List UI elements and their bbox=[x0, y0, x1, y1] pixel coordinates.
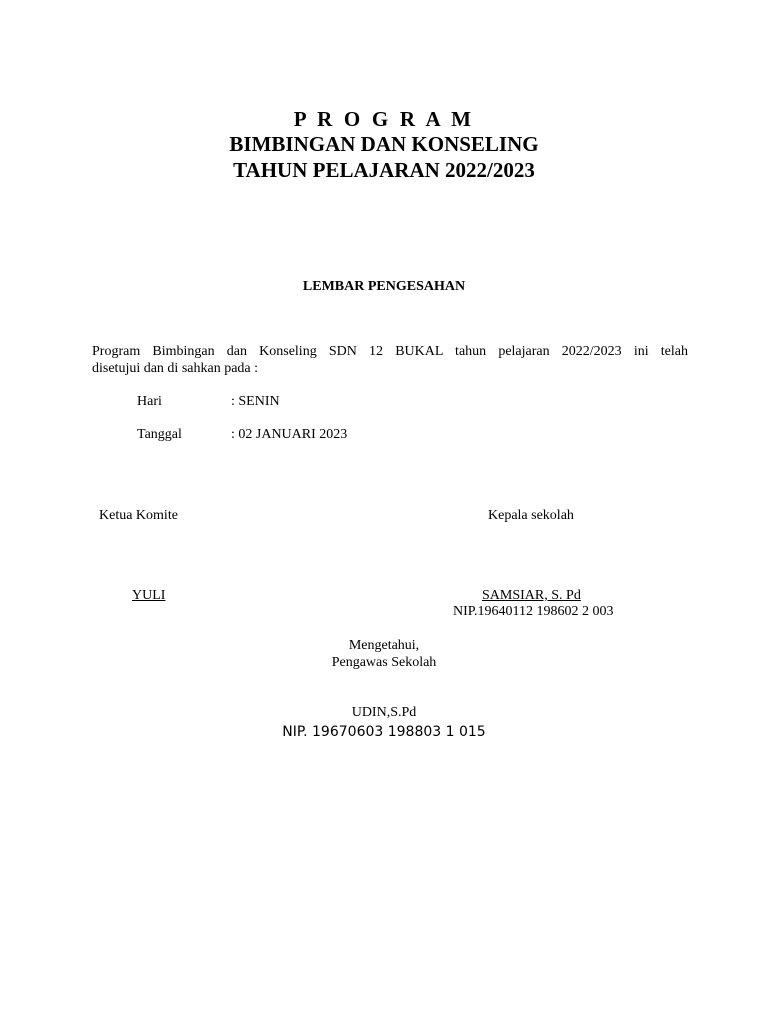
supervisor-name: UDIN,S.Pd bbox=[351, 705, 417, 720]
principal-role: Kepala sekolah bbox=[488, 508, 574, 523]
principal-nip: NIP.19640112 198602 2 003 bbox=[453, 604, 614, 619]
acknowledged-label: Mengetahui, bbox=[348, 638, 420, 653]
approval-sheet-title: LEMBAR PENGESAHAN bbox=[302, 279, 466, 294]
date-label: Tanggal bbox=[137, 427, 182, 442]
date-value: : 02 JANUARI 2023 bbox=[231, 427, 348, 442]
committee-chair-name: YULI bbox=[132, 588, 166, 603]
committee-chair-role: Ketua Komite bbox=[99, 508, 178, 523]
paragraph-line-1: Program Bimbingan dan Konseling SDN 12 BUKAL tahun pelajaran 2022/2023 ini telah bbox=[92, 344, 688, 359]
program-title: P R O G R A M bbox=[293, 107, 475, 131]
academic-year-title: TAHUN PELAJARAN 2022/2023 bbox=[233, 158, 535, 182]
day-value: : SENIN bbox=[231, 394, 280, 409]
program-subtitle: BIMBINGAN DAN KONSELING bbox=[229, 132, 539, 156]
supervisor-nip: NIP. 19670603 198803 1 015 bbox=[282, 724, 486, 740]
approval-paragraph bbox=[92, 343, 688, 377]
day-label: Hari bbox=[137, 394, 162, 409]
paragraph-line-2: disetujui dan di sahkan pada : bbox=[92, 361, 259, 376]
principal-name: SAMSIAR, S. Pd bbox=[482, 588, 581, 603]
supervisor-role: Pengawas Sekolah bbox=[331, 655, 437, 670]
